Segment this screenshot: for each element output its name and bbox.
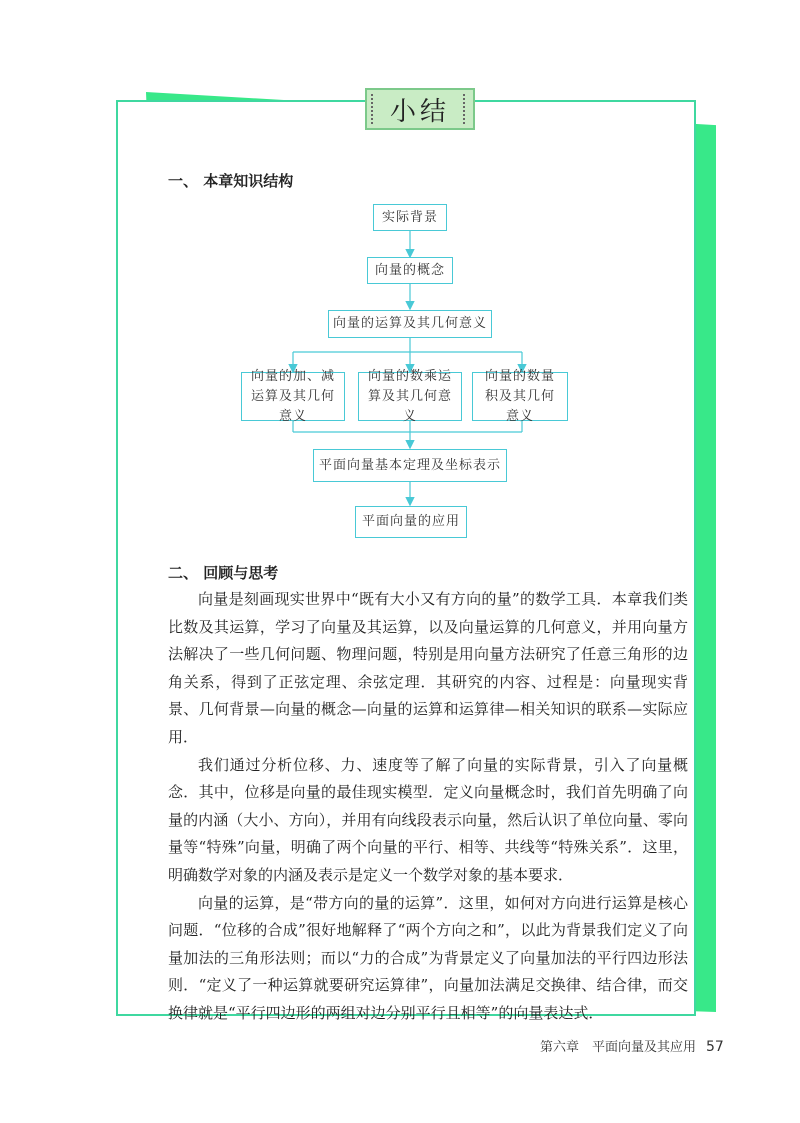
flow-node-basic-theorem: 平面向量基本定理及坐标表示 — [313, 449, 507, 482]
review-body — [168, 586, 688, 1028]
page-number: 57 — [706, 1039, 724, 1055]
flow-node-scalar-multiply: 向量的数乘运算及其几何意义 — [358, 372, 462, 421]
flow-node-add-subtract: 向量的加、减运算及其几何意义 — [241, 372, 345, 421]
footer-chapter: 第六章 平面向量及其应用 — [540, 1040, 697, 1055]
flow-node-real-background: 实际背景 — [373, 204, 447, 231]
flow-node-vector-operations: 向量的运算及其几何意义 — [328, 310, 492, 338]
paragraph: 向量是刻画现实世界中“既有大小又有方向的量”的数学工具．本章我们类比数及其运算，学习了向量及其运算，以及向量运算的几何意义，并用向量方法解决了一些几何问题、物理问题，特别是用向量方法研究了任意三角形的边角关系，得到了正弦定理、余弦定理．其研究的内容、过程是：向量现实背景、几何背景—向量的概念—向量的运算和运算律—相关知识的联系—实际应用． — [168, 590, 688, 746]
paragraph: 向量的运算，是“带方向的量的运算”．这里，如何对方向进行运算是核心问题．“位移的合成”很好地解释了“两个方向之和”，以此为背景我们定义了向量加法的三角形法则；而以“力的合成”为背景定义了向量加法的平行四边形法则．“定义了一种运算就要研究运算律”，向量加法满足交换律、结合律，而交换律就是“平行四边形的两组对边分别平行且相等”的向量表达式． — [168, 893, 688, 1022]
paragraph: 我们通过分析位移、力、速度等了解了向量的实际背景，引入了向量概念．其中，位移是向量的最佳现实模型．定义向量概念时，我们首先明确了向量的内涵（大小、方向），并用有向线段表示向量，然后认识了单位向量、零向量等“特殊”向量，明确了两个向量的平行、相等、共线等“特殊关系”．这里，明确数学对象的内涵及表示是定义一个数学对象的基本要求． — [168, 755, 688, 884]
flow-node-vector-concept: 向量的概念 — [367, 257, 453, 284]
section-heading-structure: 一、 本章知识结构 — [168, 172, 294, 190]
flow-node-applications: 平面向量的应用 — [355, 506, 467, 538]
page-footer — [540, 1036, 724, 1055]
flow-node-dot-product: 向量的数量积及其几何意义 — [472, 372, 568, 421]
page-title: 小结 — [365, 88, 475, 130]
section-heading-review: 二、 回顾与思考 — [168, 564, 279, 582]
